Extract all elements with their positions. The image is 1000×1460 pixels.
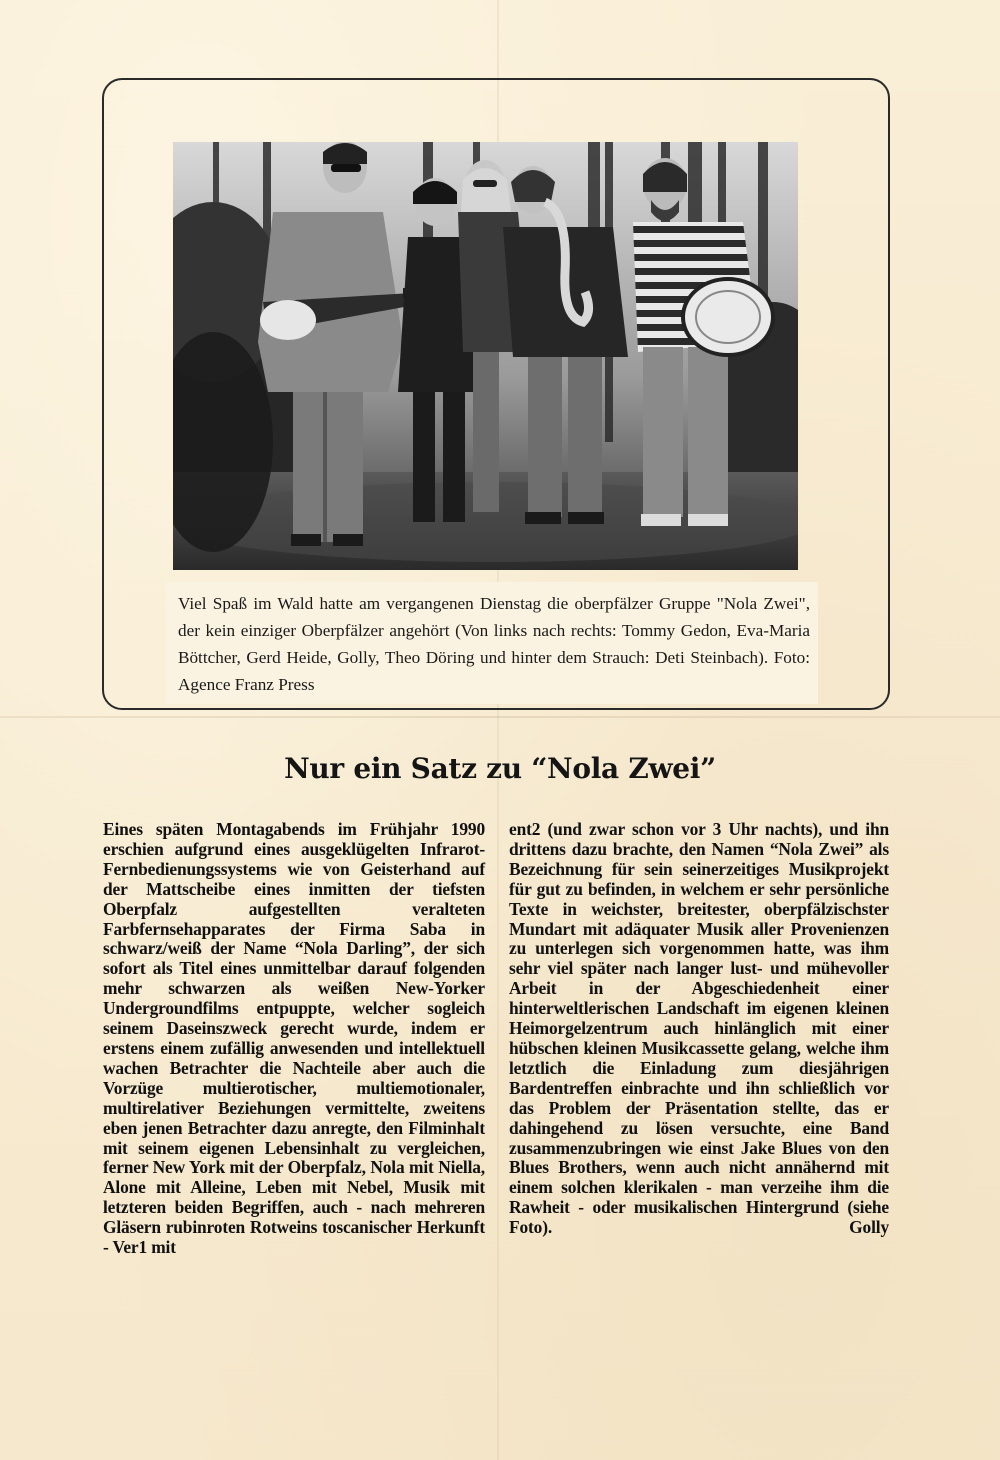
article-column-left: Eines späten Montagabends im Frühjahr 1990 erschien aufgrund eines ausgeklügelten Infrarot-Fernbedienungssystems wie von Geisterhand auf der Mattscheibe eines inmitten der tiefsten Oberpfalz aufgestellten veralteten Farbfernsehapparates der Firma Saba in schwarz/weiß der Name “Nola Darling”, der sich sofort als Titel eines unmittelbar darauf folgenden mehr schwarzen als weißen New-Yorker Undergroundfilms entpuppte, welcher sogleich seinem Daseinszweck gerecht wurde, indem er erstens einem zufällig anwesenden und intellektuell wachen Betrachter die Nachteile aber auch die Vorzüge multierotischer, multiemotionaler, multirelativer Beziehungen vermittelte, zweitens eben jenen Betrachter dazu anregte, den Filminhalt mit seinem eigenen Lebensinhalt zu vergleichen, ferner New York mit der Oberpfalz, Nola mit Niella, Alone mit Alleine, Leben mit Nebel, Musik mit letzteren beiden Begriffen, auch - nach mehreren Gläsern rubinroten Rotweins toscanischer Herkunft - Ver1 mit [103, 819, 485, 1258]
paper-fold-horizontal [0, 716, 1000, 718]
article-column-right-text: ent2 (und zwar schon vor 3 Uhr nachts), und ihn drittens dazu brachte, den Namen “Nola Zwei” als Bezeichnung für sein seinerzeitiges Musikprojekt für gut zu befinden, in welchem er sehr persönliche Texte in weichster, breitester, oberpfälzischster Mundart mit adäquater Musik aller Provenienzen zu unterlegen sich vorgenommen hatte, was ihm sehr viel später nach langer lust- und mühevoller Arbeit in der Abgeschiedenheit einer hinterweltlerischen Landschaft im eigenen kleinen Heimorgelzentrum auch hinlänglich mit einer hübschen kleinen Musikcassette gelang, welche ihm letztlich die Einladung zum diesjährigen Bardentreffen einbrachte und ihn schließlich vor das Problem der Präsentation stellte, das er dahingehend zu lösen versuchte, eine Band zusammenzubringen wie einst Jake Blues von den Blues Brothers, wenn auch nicht annähernd mit einem solchen klerikalen - man verzeihe ihm die Rawheit - oder musikalischen Hintergrund (siehe Foto). [509, 819, 889, 1238]
band-photo-illustration [173, 142, 798, 570]
photo-caption: Viel Spaß im Wald hatte am vergangenen Dienstag die oberpfälzer Gruppe "Nola Zwei", der kein einziger Oberpfälzer angehört (Von links nach rechts: Tommy Gedon, Eva-Maria Böttcher, Gerd Heide, Golly, Theo Döring und hinter dem Strauch: Deti Steinbach). Foto: Agence Franz Press [178, 594, 810, 694]
band-photo [173, 142, 798, 570]
article-column-right [509, 820, 889, 1238]
article-headline: Nur ein Satz zu “Nola Zwei” [284, 752, 716, 785]
article-author: Golly [849, 1217, 889, 1238]
photo-caption-box [166, 582, 818, 704]
